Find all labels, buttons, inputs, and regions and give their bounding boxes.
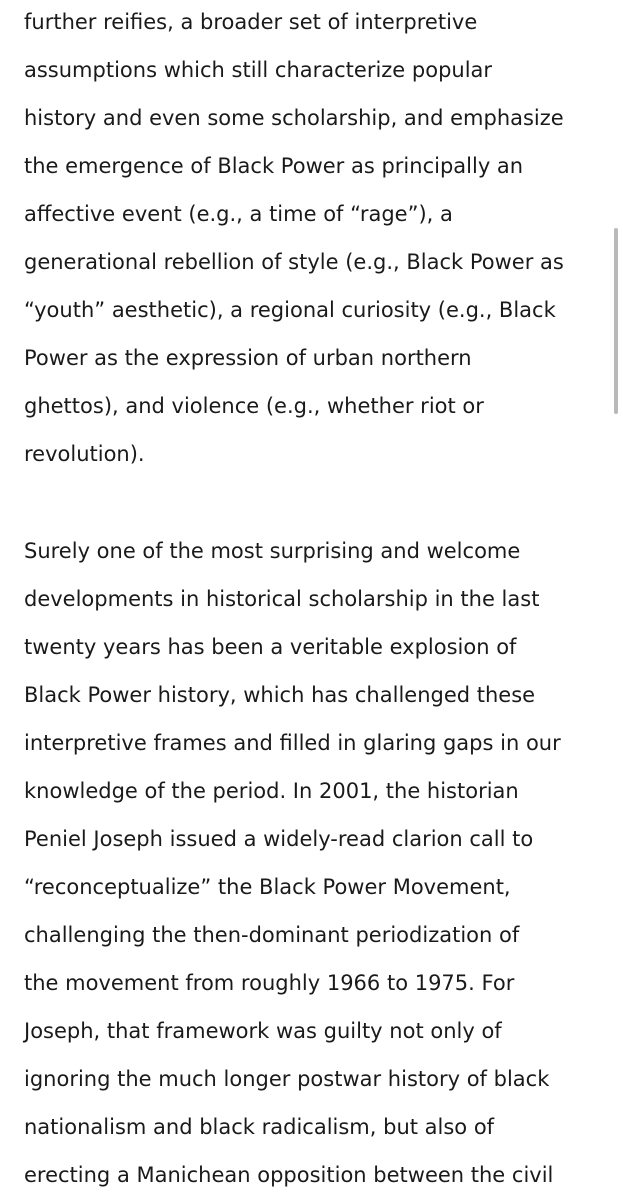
paragraph-line: challenging the then-dominant periodization of [24,923,520,947]
paragraph-line: further reifies, a broader set of interpretive [24,10,478,34]
paragraph-line: Black Power history, which has challenged these [24,683,536,707]
paragraph-line: Joseph, that framework was guilty not only of [24,1019,502,1043]
paragraph-line: Power as the expression of urban northern [24,346,472,370]
paragraph-line: twenty years has been a veritable explosion of [24,635,517,659]
paragraph-line: ignoring the much longer postwar history of black [24,1067,550,1091]
paragraph-line: Peniel Joseph issued a widely-read clarion call to [24,827,534,851]
paragraph-line: ghettos), and violence (e.g., whether riot or [24,394,484,418]
scrollbar-thumb[interactable] [614,228,618,414]
paragraph-line: revolution). [24,442,145,466]
paragraph-line: generational rebellion of style (e.g., Black Power as [24,250,564,274]
paragraph-line: “youth” aesthetic), a regional curiosity (e.g., Black [24,298,556,322]
paragraph-line: Surely one of the most surprising and welcome [24,539,521,563]
paragraph-line: knowledge of the period. In 2001, the historian [24,779,519,803]
paragraph-line: “reconceptualize” the Black Power Movement, [24,875,511,899]
paragraph-line: assumptions which still characterize popular [24,58,493,82]
paragraph-line: nationalism and black radicalism, but also of [24,1115,495,1139]
paragraph-line: history and even some scholarship, and emphasize [24,106,564,130]
paragraph-line: affective event (e.g., a time of “rage”), a [24,202,453,226]
paragraph-line: the emergence of Black Power as principally an [24,154,524,178]
paragraph-line: erecting a Manichean opposition between the civil [24,1163,554,1187]
paragraph-line: the movement from roughly 1966 to 1975. For [24,971,515,995]
paragraph-line: developments in historical scholarship in the last [24,587,540,611]
paragraph-line: interpretive frames and filled in glaring gaps in our [24,731,561,755]
